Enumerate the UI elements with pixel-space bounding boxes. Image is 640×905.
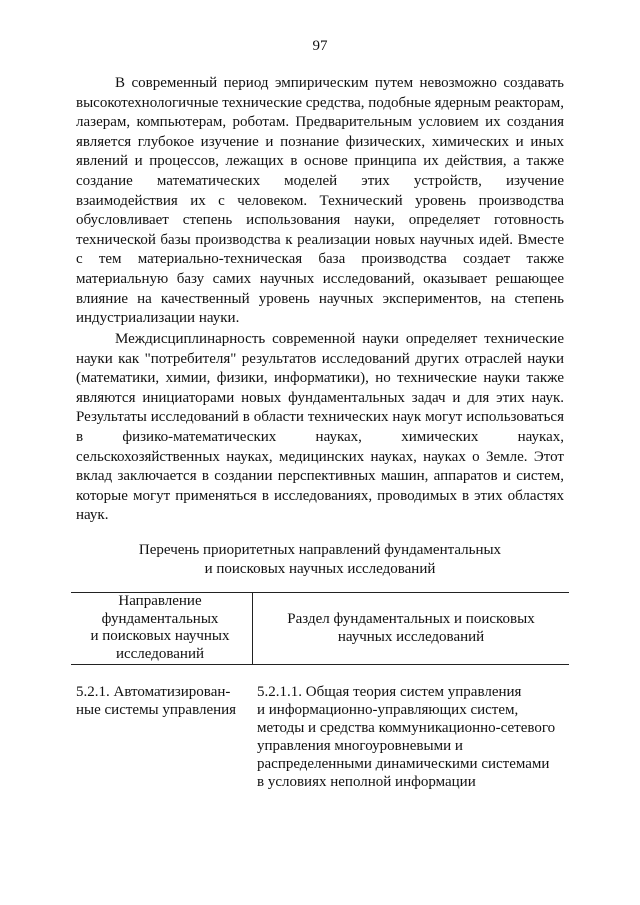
- table-row-1-col2: [257, 683, 567, 791]
- table-header-divider: [252, 592, 253, 664]
- table-header-bottom-rule: [71, 664, 569, 665]
- row-col1-line: ные системы управления: [76, 702, 237, 718]
- header-col2-line: Раздел фундаментальных и поисковых: [287, 611, 535, 627]
- row-col1-line: 5.2.1. Автоматизирован-: [76, 684, 231, 700]
- row-col2-line: и информационно-управляющих систем,: [257, 702, 519, 718]
- table-header-col2: [256, 611, 566, 646]
- row-col2-line: распределенными динамическими системами: [257, 756, 550, 772]
- header-col1-line: исследований: [115, 645, 205, 662]
- paragraph-2: Междисциплинарность современной науки определяет технические науки как "потребителя" результатов исследований других отраслей науки (математики, химии, физики, информатики), но технические науки также являются инициаторами новых фундаментальных задач и для этих наук. Результаты исследований в области технических наук могут использоваться в физико-математических науках, химических науках, сельскохозяйственных науках, медицинских науках, науках о Земле. Этот вклад заключается в создании перспективных машин, аппаратов и систем, которые могут применяться в исследованиях, проводимых в этих областях наук.: [76, 331, 564, 524]
- table-header-col1: [76, 593, 244, 663]
- table-title: [76, 541, 564, 579]
- row-col2-line: методы и средства коммуникационно-сетевого: [257, 720, 556, 736]
- table-row-1-col1: [76, 683, 252, 719]
- header-col1-line: и поисковых научных: [90, 628, 230, 644]
- table-title-line: Перечень приоритетных направлений фундаментальных: [138, 542, 502, 558]
- row-col2-line: 5.2.1.1. Общая теория систем управления: [257, 684, 522, 700]
- header-col1-line: Направление: [118, 593, 202, 609]
- row-col2-line: управления многоуровневыми и: [257, 738, 463, 754]
- header-col2-line: научных исследований: [337, 628, 485, 645]
- header-col1-line: фундаментальных: [101, 610, 219, 627]
- row-col2-line: в условиях неполной информации: [257, 774, 476, 790]
- page-number: 97: [312, 38, 328, 54]
- table-title-line: и поисковых научных исследований: [204, 561, 436, 577]
- paragraph-1: В современный период эмпирическим путем невозможно создавать высокотехнологичные технические средства, подобные ядерным реакторам, лазерам, компьютерам, роботам. Предварительным условием их создания является глубокое изучение и познание физических, химических и иных явлений и процессов, лежащих в основе принципа их действия, а также создание математических моделей этих устройств, изучение взаимодействия их с человеком. Технический уровень производства обусловливает степень использования науки, определяет готовность технической базы производства к реализации новых научных идей. Вместе с тем материально-техническая база производства создает также материальную базу самих научных исследований, оказывает решающее влияние на качественный уровень научных экспериментов, на степень индустриализации науки.: [76, 75, 564, 327]
